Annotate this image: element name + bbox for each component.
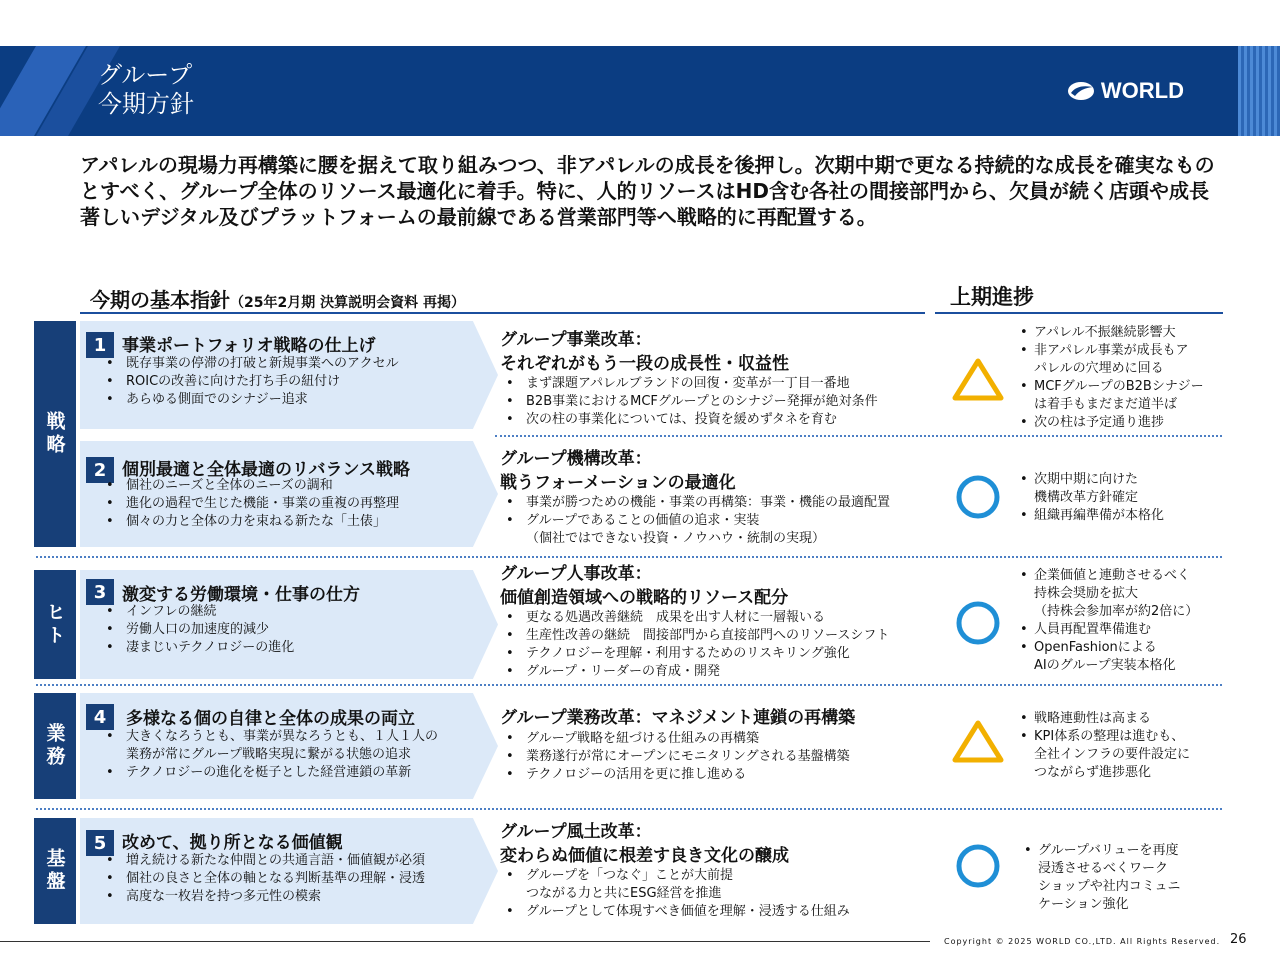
divider xyxy=(36,684,1222,686)
bullet: • 増え続ける新たな仲間との共通言語・価値観が必須 xyxy=(100,852,425,870)
copyright: Copyright © 2025 WORLD CO.,LTD. All Rights Reserved. xyxy=(944,937,1221,946)
reform-title-1: グループ機構改革： xyxy=(500,449,652,469)
section-title xyxy=(90,284,465,313)
category-foundation: 基盤 xyxy=(34,818,76,924)
reform-title-2: 変わらぬ価値に根差す良き文化の醸成 xyxy=(500,846,789,866)
bullet: • テクノロジーの進化を梃子とした経営連鎖の革新 xyxy=(100,764,438,782)
progress-item: は着手もまだまだ道半ば xyxy=(1034,397,1178,412)
progress-item: （持株会参加率が約2倍に） xyxy=(1034,604,1199,619)
item-bullets xyxy=(100,355,399,409)
bullet: • グループとして体現すべき価値を理解・浸透する仕組み xyxy=(500,903,850,921)
progress-item: ケーション強化 xyxy=(1038,897,1129,912)
reform-title-1: グループ人事改革： xyxy=(500,564,652,584)
progress-list xyxy=(1022,842,1180,914)
progress-list xyxy=(1018,471,1164,525)
bullet: • 労働人口の加速度的減少 xyxy=(100,621,294,639)
bullet: • 個社の良さと全体の軸となる判断基準の理解・浸透 xyxy=(100,870,425,888)
lead-text: アパレルの現場力再構築に腰を据えて取り組みつつ、非アパレルの成長を後押し。次期中期で更なる持続的な成長を確実なものとすべく、グループ全体のリソース最適化に着手。特に、人的リソースはHD含む各社の間接部門から、欠員が続く店頭や成長著しいデジタル及びプラットフォームの最前線である営業部門等へ戦略的に再配置する。 xyxy=(80,153,1215,229)
bullet: • ROICの改善に向けた打ち手の紐付け xyxy=(100,373,399,391)
progress-item: • 戦略連動性は高まる xyxy=(1018,710,1190,728)
progress-item: • 組織再編準備が本格化 xyxy=(1018,507,1164,525)
bullet: • 個々の力と全体の力を束ねる新たな「土俵」 xyxy=(100,513,399,531)
progress-item: つながらず進捗悪化 xyxy=(1034,765,1152,780)
item-number: 5 xyxy=(86,830,114,856)
item-number: 1 xyxy=(86,332,114,358)
bullet: • グループを「つなぐ」ことが大前提 xyxy=(500,867,850,885)
triangle-icon xyxy=(951,356,1005,402)
divider xyxy=(495,435,1222,437)
reform-bullets xyxy=(500,730,850,784)
reform-title-1: グループ業務改革：マネジメント連鎖の再構築 xyxy=(500,708,856,728)
item-title: 改めて、拠り所となる価値観 xyxy=(122,833,343,853)
reform-title xyxy=(500,328,789,376)
triangle-icon xyxy=(951,718,1005,764)
reform-title xyxy=(500,562,788,610)
page-number: 26 xyxy=(1230,932,1247,947)
bullet: • 凄まじいテクノロジーの進化 xyxy=(100,639,294,657)
divider xyxy=(36,808,1222,810)
progress-list xyxy=(1018,567,1198,675)
progress-item: • KPI体系の整理は進むも、 xyxy=(1018,728,1190,746)
reform-bullets xyxy=(500,375,878,429)
section-title-main: 今期の基本指針 xyxy=(90,288,230,312)
progress-list xyxy=(1018,324,1204,432)
world-logo xyxy=(1067,78,1184,104)
item-number: 3 xyxy=(86,579,114,605)
bullet: • 個社のニーズと全体のニーズの調和 xyxy=(100,477,399,495)
reform-title xyxy=(500,447,736,495)
reform-bullets xyxy=(500,494,890,548)
reform-title-2: それぞれがもう一段の成長性・収益性 xyxy=(500,354,789,374)
bullet: つながる力と共にESG経営を推進 xyxy=(526,886,722,901)
footer-rule xyxy=(0,941,930,942)
bullet: • インフレの継続 xyxy=(100,603,294,621)
item-bullets xyxy=(100,728,438,782)
divider xyxy=(36,556,1222,558)
progress-underline xyxy=(935,312,1223,314)
bullet: • 既存事業の停滞の打破と新規事業へのアクセル xyxy=(100,355,399,373)
reform-title xyxy=(500,820,789,868)
progress-item: • 次の柱は予定通り進捗 xyxy=(1018,414,1204,432)
item-title: 激変する労働環境・仕事の仕方 xyxy=(122,585,360,605)
bullet: • 大きくなろうとも、事業が異なろうとも、１人１人の xyxy=(100,728,438,746)
bullet: • B2B事業におけるMCFグループとのシナジー発揮が絶対条件 xyxy=(500,393,878,411)
bullet: • 次の柱の事業化については、投資を緩めずタネを育む xyxy=(500,411,878,429)
reform-title-2: 戦うフォーメーションの最適化 xyxy=(500,473,736,493)
bullet: • テクノロジーを理解・利用するためのリスキリング強化 xyxy=(500,645,889,663)
progress-item: • 企業価値と連動させるべく xyxy=(1018,567,1198,585)
circle-icon xyxy=(951,474,1005,520)
progress-item: • 非アパレル事業が成長もア xyxy=(1018,342,1204,360)
bullet: • グループ戦略を紐づける仕組みの再構築 xyxy=(500,730,850,748)
progress-item: • OpenFashionによる xyxy=(1018,639,1198,657)
category-strategy: 戦略 xyxy=(34,321,76,547)
progress-item: • 次期中期に向けた xyxy=(1018,471,1164,489)
item-bullets xyxy=(100,477,399,531)
item-title: 事業ポートフォリオ戦略の仕上げ xyxy=(122,336,376,356)
progress-item: • 人員再配置準備進む xyxy=(1018,621,1198,639)
logo-text: WORLD xyxy=(1100,78,1184,103)
progress-item: AIのグループ実装本格化 xyxy=(1034,658,1176,673)
bullet: • 進化の過程で生じた機能・事業の重複の再整理 xyxy=(100,495,399,513)
page-title xyxy=(98,61,194,119)
item-title: 個別最適と全体最適のリバランス戦略 xyxy=(122,460,410,480)
title-line-2: 今期方針 xyxy=(98,90,194,118)
bullet: • 生産性改善の継続 間接部門から直接部門へのリソースシフト xyxy=(500,627,889,645)
progress-item: パレルの穴埋めに回る xyxy=(1034,361,1164,376)
reform-bullets xyxy=(500,867,850,921)
bullet: • 事業が勝つための機能・事業の再構築：事業・機能の最適配置 xyxy=(500,494,890,512)
reform-title-1: グループ事業改革： xyxy=(500,330,652,350)
section-underline xyxy=(80,312,925,314)
header-banner xyxy=(0,46,1280,136)
circle-icon xyxy=(951,600,1005,646)
item-bullets xyxy=(100,852,425,906)
bullet: • まず課題アパレルブランドの回復・変革が一丁目一番地 xyxy=(500,375,878,393)
progress-item: 全社インフラの要件設定に xyxy=(1034,747,1191,762)
bullet: • 更なる処遇改善継続 成果を出す人材に一層報いる xyxy=(500,609,889,627)
progress-item: • グループバリューを再度 xyxy=(1022,842,1180,860)
reform-title-2: 価値創造領域への戦略的リソース配分 xyxy=(500,588,789,608)
bullet: 業務が常にグループ戦略実現に繋がる状態の追求 xyxy=(126,747,411,762)
circle-icon xyxy=(951,843,1005,889)
category-people: ヒト xyxy=(34,570,76,679)
logo-mark-icon xyxy=(1067,80,1097,102)
progress-list xyxy=(1018,710,1190,782)
section-subtitle: （25年2月期 決算説明会資料 再掲） xyxy=(230,295,465,311)
progress-item: ショップや社内コミュニ xyxy=(1038,879,1181,894)
bullet: • テクノロジーの活用を更に推し進める xyxy=(500,766,850,784)
progress-item: • MCFグループのB2Bシナジー xyxy=(1018,378,1204,396)
item-bullets xyxy=(100,603,294,657)
item-title: 多様なる個の自律と全体の成果の両立 xyxy=(126,709,415,729)
decor-bars xyxy=(1238,46,1280,136)
item-number: 2 xyxy=(86,457,114,483)
reform-title-1: グループ風土改革： xyxy=(500,822,652,842)
bullet: • 業務遂行が常にオープンにモニタリングされる基盤構築 xyxy=(500,748,850,766)
progress-item: 浸透させるべくワーク xyxy=(1038,861,1169,876)
progress-item: 持株会奨励を拡大 xyxy=(1034,586,1139,601)
progress-item: • アパレル不振継続影響大 xyxy=(1018,324,1204,342)
progress-item: 機構改革方針確定 xyxy=(1034,490,1139,505)
title-line-1: グループ xyxy=(98,61,193,89)
bullet: • あらゆる側面でのシナジー追求 xyxy=(100,391,399,409)
reform-title xyxy=(500,706,855,730)
category-operations: 業務 xyxy=(34,693,76,799)
bullet: （個社ではできない投資・ノウハウ・統制の実現） xyxy=(526,531,826,546)
progress-title: 上期進捗 xyxy=(950,285,1034,309)
item-number: 4 xyxy=(86,704,114,730)
bullet: • グループ・リーダーの育成・開発 xyxy=(500,663,889,681)
bullet: • 高度な一枚岩を持つ多元性の模索 xyxy=(100,888,425,906)
reform-bullets xyxy=(500,609,889,681)
bullet: • グループであることの価値の追求・実装 xyxy=(500,512,890,530)
